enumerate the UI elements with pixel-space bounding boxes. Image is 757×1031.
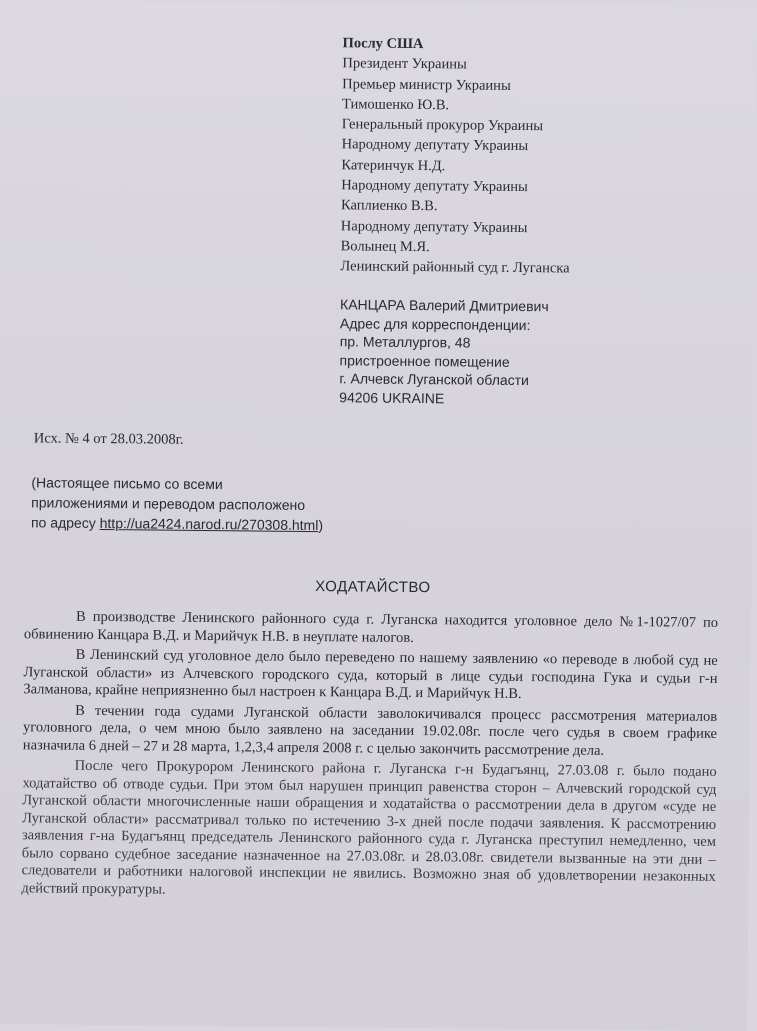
document-title: ХОДАТАЙСТВО <box>315 578 431 597</box>
note-prefix: по адресу <box>30 514 100 531</box>
sender-address-label: Адрес для корреспонденции: <box>339 314 531 333</box>
recipient-line: Ленинский районный суд г. Луганска <box>340 258 570 277</box>
document-body <box>21 608 718 907</box>
note-suffix: ) <box>318 517 324 534</box>
recipient-line: Народному депутату Украины <box>341 136 529 155</box>
recipient-line: Народному депутату Украины <box>340 217 528 236</box>
sender-premises: пристроенное помещение <box>339 351 510 370</box>
sender-city: г. Алчевск Луганской области <box>339 370 530 389</box>
recipient-line: Генеральный прокурор Украины <box>341 116 544 135</box>
body-paragraph: После чего Прокурором Ленинского района г. Луганска г-н Будагъянц, 27.03.08 г. было подано ходатайство об отводе судьи. При этом был нарушен принцип равенства сторон – Алчевский городской суд Луганской области многочисленные наши обращения и ходатайства о рассмотрении дела в другом «суде не Луганской области» рассматривал только по истечению 3-х дней после подачи заявления. К рассмотрению заявления г-на Будагъянц председатель Ленинского районного суда г. Луганска преступил немедленно, чем было сорвано судебное заседание назначенное на 27.03.08г. и 28.03.08г. свидетели вызванные на эти дни – следователи и работники налоговой инспекции не явились. Возможно зная об удовлетворении незаконных действий прокуратуры. <box>21 757 717 898</box>
note-line: приложениями и переводом расположено <box>31 494 306 513</box>
note-line <box>31 512 323 535</box>
body-paragraph: В Ленинский суд уголовное дело было переведено по нашему заявлению «о переводе в любой суд не Луганской области» из Алчевского городского суда, который в лице судьи господина Гука и судьи г-н Залманова, крайне неприязненно был настроен к Канцара В.Д. и Марийчук Н.В. <box>23 646 718 703</box>
recipient-line: Президент Украины <box>342 55 467 73</box>
recipients-block <box>340 33 571 279</box>
recipient-line: Катеринчук Н.Д. <box>341 157 446 175</box>
sender-block <box>339 295 549 408</box>
body-paragraph: В производстве Ленинского районного суда г. Луганска находится уголовное дело №1-1027/07 по обвинению Канцара В.Д. и Марийчук Н.В. в неуплате налогов. <box>23 608 719 646</box>
note-block <box>31 472 324 535</box>
sender-name: КАНЦАРА Валерий Дмитриевич <box>340 296 549 315</box>
recipient-line: Премьер министр Украины <box>342 75 511 94</box>
recipient-line: Послу США <box>342 35 424 53</box>
sender-postcode: 94206 UKRAINE <box>339 388 445 406</box>
recipient-line: Тимошенко Ю.В. <box>341 96 450 114</box>
recipient-line: Народному депутату Украины <box>341 177 528 196</box>
sender-street: пр. Металлургов, 48 <box>339 333 471 351</box>
body-paragraph: В течении года судами Луганской области заволокичивался процесс рассмотрения материалов уголовного дела, о чем мною было заявлено на заседании 19.02.08г. после чего судья в своем графике назначила 6 дней – 27 и 28 марта, 1,2,3,4 апреля 2008 г. с целью закончить рассмотрение дела. <box>22 702 718 759</box>
recipient-line: Волынец М.Я. <box>340 238 430 256</box>
reference-number: Исх. № 4 от 28.03.2008г. <box>33 430 184 448</box>
recipient-line: Каплиенко В.В. <box>340 197 438 215</box>
website-link[interactable]: http://ua2424.narod.ru/270308.html <box>99 514 319 534</box>
note-line: (Настоящее письмо со всеми <box>31 474 223 493</box>
